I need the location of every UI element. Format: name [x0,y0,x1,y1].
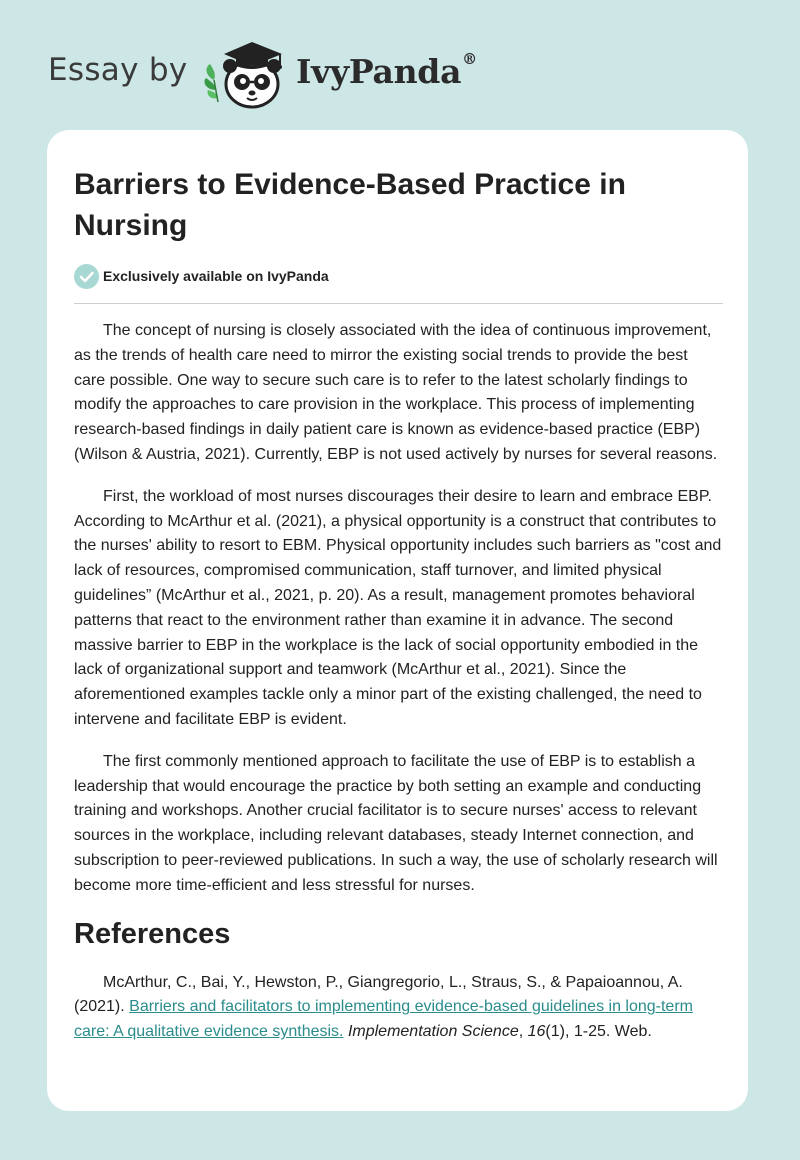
paragraph: The concept of nursing is closely associated with the idea of continuous improvement, as the trends of health care need to mirror the existing social trends to provide the best care possible. One way to secure such care is to refer to the latest scholarly findings to modify the approaches to care provision in the workplace. This process of implementing research-based findings in daily patient care is known as evidence-based practice (EBP) (Wilson & Austria, 2021). Currently, EBP is not used actively by nurses for several reasons. [74,322,718,463]
site-header [48,36,548,112]
brand-text: IvyPanda [296,52,462,91]
essay-by-label: Essay by [48,52,188,88]
divider [74,303,723,304]
reference-volume: 16 [527,1023,546,1041]
essay-body [74,319,723,1062]
registered-mark: ® [462,50,477,68]
exclusive-badge [74,263,329,289]
essay-card [47,130,748,1111]
reference-link[interactable]: Barriers and facilitators to implementing evidence-based guidelines in long-term care: A qualitative evidence synthesis. [74,998,693,1041]
reference-separator: , [518,1023,528,1041]
page-title: Barriers to Evidence-Based Practice in Nursing [74,168,626,242]
reference-journal: Implementation Science [347,1023,519,1041]
panda-logo-icon[interactable] [200,36,292,110]
reference-item [74,971,723,1045]
reference-authors: McArthur, C., Bai, Y., Hewston, P., Giangregorio, L., Straus, S., & Papaioannou, A. (2021). [74,973,683,1016]
check-circle-icon [74,264,99,289]
exclusive-badge-label: Exclusively available on IvyPanda [103,268,329,284]
brand-name[interactable] [296,52,477,91]
paragraph: First, the workload of most nurses discourages their desire to learn and embrace EBP. According to McArthur et al. (2021), a physical opportunity is a construct that contributes to the nurses' ability to resort to EBM. Physical opportunity includes such barriers as "cost and lack of resources, compromised communication, staff turnover, and limited physical guidelines” (McArthur et al., 2021, p. 20). As a result, management promotes behavioral patterns that react to the environment rather than examine it in advance. The second massive barrier to EBP in the workplace is the lack of social opportunity embodied in the lack of organizational support and teamwork (McArthur et al., 2021). Since the aforementioned examples tackle only a minor part of the existing challenged, the need to intervene and facilitate EBP is evident. [74,487,722,728]
references-heading: References [74,917,231,950]
reference-rest: (1), 1-25. Web. [545,1023,652,1041]
paragraph: The first commonly mentioned approach to facilitate the use of EBP is to establish a leadership that would encourage the practice by both setting an example and conducting training and workshops. Another crucial facilitator is to secure nurses' access to relevant sources in the workplace, including relevant databases, steady Internet connection, and subscription to peer-reviewed publications. In such a way, the use of scholarly research will become more time-efficient and less stressful for nurses. [74,752,718,894]
